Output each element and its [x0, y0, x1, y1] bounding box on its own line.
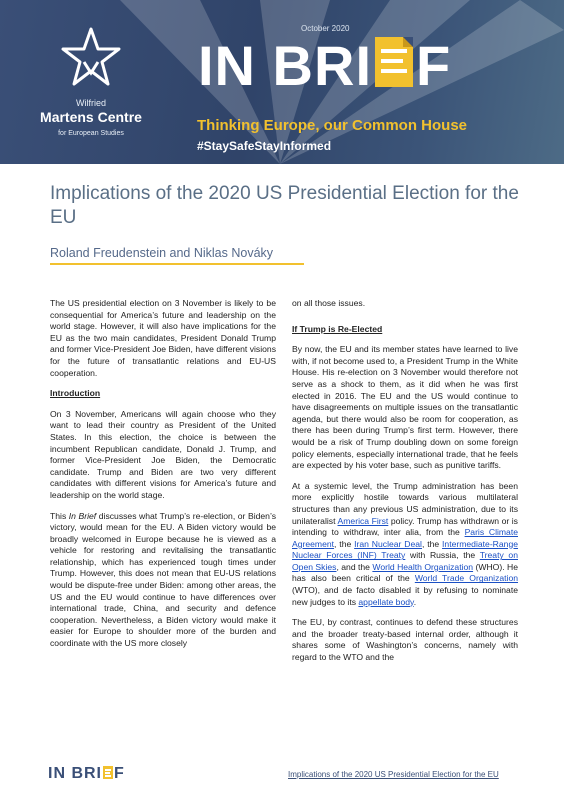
header-banner — [0, 0, 564, 164]
intro-paragraph-2: This In Brief discusses what Trump’s re-election, or Biden’s victory, would mean for the EU. A Biden victory would be broadly welcomed in Europe because he is viewed as a vehicle for restoring and revitalising the transatlantic relationship, which has experienced tough times under Trump. However, this does not mean that EU-US relations would be dispute-free under Biden: among other areas, the US and the EU would continue to have differences over international trade, China, and security and defence cooperation. Nevertheless, a Biden victory would make it easier for Europe to shoulder more of the burden and coordinate with the US more closely — [50, 510, 276, 649]
tagline: Thinking Europe, our Common House — [197, 117, 467, 134]
link-wto[interactable]: World Trade Organization — [414, 573, 519, 584]
article-title: Implications of the 2020 US Presidential Election for the EU — [50, 183, 519, 228]
eu-contrast-paragraph: The EU, by contrast, continues to defend these structures and the broader treaty-based internal order, although it shares some of Washington’s concerns, namely with regard to the WTO and the — [292, 617, 518, 663]
section-heading-trump-reelected: If Trump is Re-Elected — [292, 323, 383, 334]
link-iran-nuclear-deal[interactable]: Iran Nuclear Deal — [354, 538, 422, 549]
issue-date: October 2020 — [301, 24, 350, 33]
logo-martens-centre: Martens Centre — [40, 109, 142, 125]
intro-paragraph: On 3 November, Americans will again choose who they want to lead their country as President of the United States. In this election, the choice is between the incumbent Republican candidate, Donald J. Trump, and former Vice-President Joe Biden, the Democratic candidate. Trump and Biden are two very different candidates with different visions for America’s future and leadership on the world stage. — [50, 408, 276, 500]
link-inf-treaty[interactable]: Intermediate-Range Nuclear Forces (INF) Treaty — [292, 538, 519, 561]
logo-subtitle: for European Studies — [58, 130, 124, 137]
reelected-paragraph: By now, the EU and its member states have learned to live with, if not become used to, a President Trump in the White House. His re-election on 3 November would therefore not serve as a shock to them, as it did when he was first elected in 2016. The EU and the US would continue to have disagreements on multiple issues on the transatlantic agenda, but there would also be room for cooperation, as there has been during Trump’s first term. However, there would be a risk of Trump doubling down on some foreign policy elements, especially international trade, that he feels are expected by his voter base, such as punitive tariffs. — [292, 344, 518, 471]
link-treaty-open-skies[interactable]: Treaty on Open Skies — [292, 550, 518, 572]
article-authors: Roland Freudenstein and Niklas Nováky — [50, 246, 274, 260]
link-appellate-body[interactable]: appellate body — [358, 596, 414, 607]
footer-title-link[interactable]: Implications of the 2020 US Presidential Election for the EU — [288, 770, 499, 779]
link-paris-climate-agreement[interactable]: Paris Climate Agreement — [292, 527, 518, 549]
authors-underline — [50, 263, 304, 265]
logo-wilfried: Wilfried — [75, 98, 106, 108]
link-america-first[interactable]: America First — [337, 515, 389, 526]
footer-logo: IN BRI F — [48, 765, 125, 782]
in-brief-title — [198, 34, 452, 97]
right-column — [292, 298, 518, 673]
section-heading-introduction: Introduction — [50, 388, 101, 399]
in-brief-title-f: F — [416, 34, 452, 97]
continued-paragraph: on all those issues. — [292, 298, 366, 308]
hashtag: #StaySafeStayInformed — [197, 139, 332, 153]
summary-paragraph: The US presidential election on 3 November is likely to be consequential for America’s future and leadership on the world stage. However, it will also have implications for the EU as the two main candidates, President Donald Trump and former Vice-President Joe Biden, have different visions for the future of transatlantic relations and EU-US cooperation. — [50, 298, 276, 378]
in-brief-title-text: IN BRI — [198, 34, 372, 97]
left-column — [50, 298, 276, 659]
document-icon — [375, 37, 413, 87]
link-who[interactable]: World Health Organization — [372, 561, 474, 572]
star-icon — [60, 26, 122, 88]
document-icon-small — [103, 766, 113, 779]
systemic-paragraph: At a systemic level, the Trump administration has been more explicitly hostile towards various multilateral structures than any previous US administration, due to its unilateralist America First policy. Trump has withdrawn or is intending to withdraw, inter alia, from the Paris Climate Agreement, the Iran Nuclear Deal, the Intermediate-Range Nuclear Forces (INF) Treaty with Russia, the Treaty on Open Skies, and the World Health Organization (WHO). He has also been critical of the World Trade Organization (WTO), and de facto disabled it by refusing to nominate new judges to its appellate body. — [292, 480, 519, 607]
